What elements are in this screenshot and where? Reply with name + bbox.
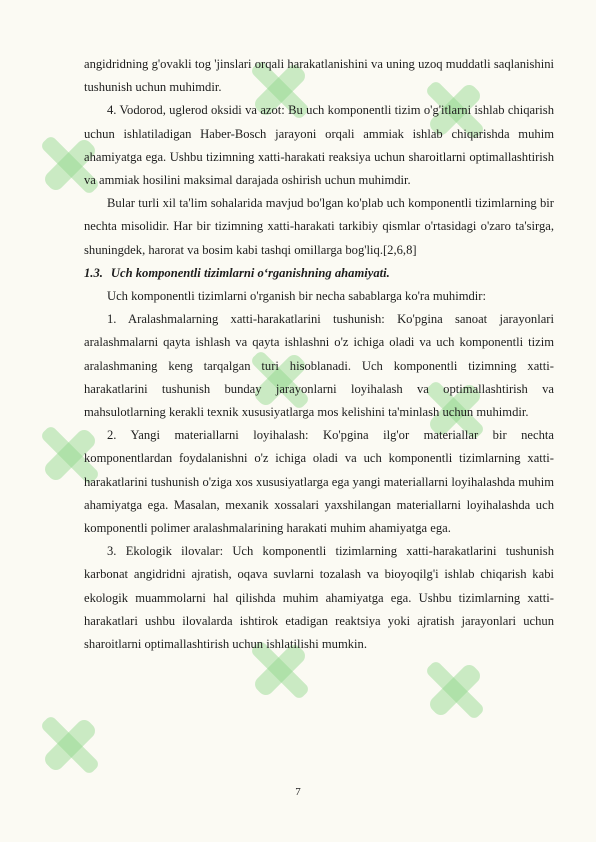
paragraph: 2. Yangi materiallarni loyihalash: Ko'pgina ilg'or materiallar bir nechta komponentlardan foydalanishni o'z ichiga oladi va uch komponentli tizimlarning xatti-harakatlarini tushunish o'ziga xos xususiyatlarga ega yangi materiallarni loyihalashda muhim ahamiyatga ega. Masalan, mexanik xossalari yaxshilangan materiallarni loyihalashda uch komponentli polimer aralashmalarining harakati muhim ahamiyatga ega. (84, 428, 554, 536)
paragraph: 4. Vodorod, uglerod oksidi va azot: Bu uch komponentli tizim o'g'itlarni ishlab chiqarish uchun ishlatiladigan Haber-Bosch jarayoni orqali ammiak ishlab chiqarishda muhim ahamiyatga ega. Ushbu tizimning xatti-harakati reaksiya uchun sharoitlarni optimallashtirish va ammiak hosilini maksimal darajada oshirish uchun muhimdir. (84, 103, 554, 188)
page-number: 7 (295, 786, 301, 798)
section-title: Uch komponentli tizimlarni o‘rganishning ahamiyati. (110, 265, 390, 280)
paragraph: Uch komponentli tizimlarni o'rganish bir necha sabablarga ko'ra muhimdir: (107, 289, 486, 304)
page-body (84, 53, 554, 656)
paragraph: Bular turli xil ta'lim sohalarida mavjud bo'lgan ko'plab uch komponentli tizimlarning bir nechta misolidir. Har bir tizimning xatti-harakati tarkibiy qismlar o'rtasidagi o'zaro ta'sirga, shuningdek, harorat va bosim kabi tashqi omillarga bog'liq.[2,6,8] (84, 196, 554, 257)
section-number: 1.3. (84, 265, 103, 280)
paragraph: 1. Aralashmalarning xatti-harakatlarini tushunish: Ko'pgina sanoat jarayonlari aralashmalarni qayta ishlash va qayta ishlashni o'z ichiga oladi va uch komponentli tizim aralashmaning keng tarqalgan turi hisoblanadi. Uch komponentli tizimning xatti-harakatlarini tushunish bunday jarayonlarni loyihalash va optimallashtirish va mahsulotlarning kerakli texnik xususiyatlarga mos kelishini ta'minlash uchun muhimdir. (84, 312, 554, 420)
watermark-mark (24, 699, 116, 791)
watermark-mark (409, 644, 501, 736)
paragraph: angidridning g'ovakli tog 'jinslari orqali harakatlanishini va uning uzoq muddatli saqlanishini tushunish uchun muhimdir. (84, 57, 554, 95)
paragraph: 3. Ekologik ilovalar: Uch komponentli tizimlarning xatti-harakatlarini tushunish karbonat angidridni ajratish, oqava suvlarni tozalash va bioyoqilg'i ishlab chiqarish kabi ekologik muammolarni hal qilishda muhim ahamiyatga ega. Ushbu tizimlarning xatti-harakatlari ushbu ilovalarda ishtirok etadigan reaktsiya yoki ajratish jarayonlari uchun sharoitlarni optimallashtirish uchun ishlatilishi mumkin. (84, 544, 554, 652)
section-heading (84, 262, 554, 285)
